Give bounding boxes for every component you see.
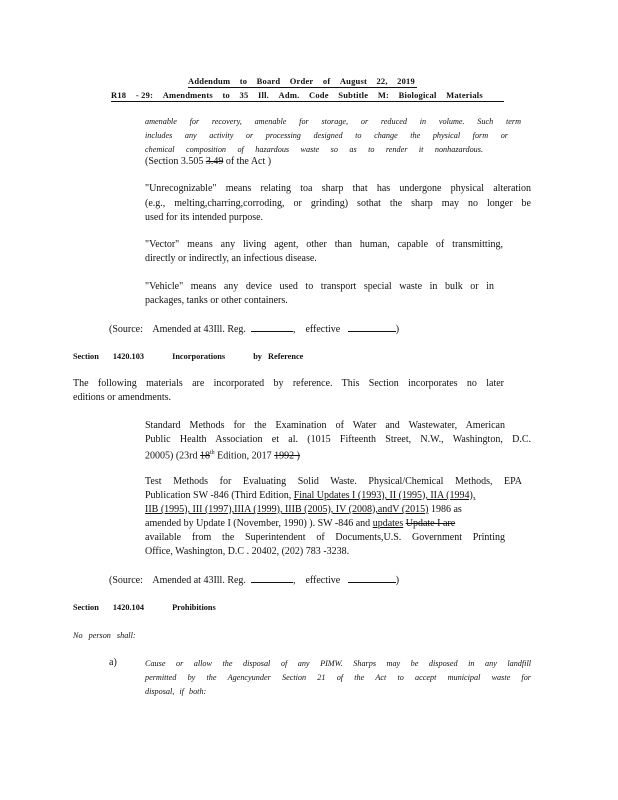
test-methods-line-2: [145, 489, 475, 503]
header-line-2: [111, 90, 483, 100]
header-word: of: [322, 76, 331, 86]
sm-struck-2: 1992 ): [274, 450, 300, 462]
unrecognizable-line-2: (e.g., melting,charring,corroding, or grinding) sothat the sharp may no longer be: [145, 198, 531, 209]
tm-text: Publication SW -846 (Third Edition,: [145, 490, 292, 501]
header-word: 2019: [397, 76, 415, 86]
section-label: Section: [73, 603, 99, 612]
header-word: Amendments: [162, 90, 213, 100]
item-a-line-2: permitted by the Agencyunder Section 21 of the Act to accept municipal waste for: [145, 673, 531, 682]
tm-underlined-3: updates: [372, 518, 404, 529]
section-104-heading: [73, 603, 216, 612]
amenable-line-2: includes any activity or processing designed to change the physical form or: [145, 131, 508, 140]
item-a-line-1: Cause or allow the disposal of any PIMW. Sharps may be disposed in any landfill: [145, 659, 531, 668]
reg-blank: [251, 322, 293, 332]
vehicle-line-2: packages, tanks or other containers.: [145, 295, 288, 306]
item-a-line-3: disposal, if both:: [145, 687, 207, 696]
source-label: (Source:: [109, 324, 143, 335]
sm-text-2: Edition, 2017: [217, 450, 272, 462]
source-label: (Source:: [109, 575, 143, 586]
unrecognizable-line-3: used for its intended purpose.: [145, 212, 264, 223]
section-title: Incorporations: [172, 352, 226, 361]
source-amended: Amended at 43Ill. Reg.: [152, 324, 246, 335]
section-103-heading: [73, 352, 303, 361]
test-methods-line-3: [145, 503, 462, 517]
intro-line-1: The following materials are incorporated by reference. This Section incorporates no later: [73, 378, 504, 389]
header-word: 22,: [376, 76, 388, 86]
header-word: M:: [377, 90, 390, 100]
header-word: August: [339, 76, 367, 86]
intro-line-2: editions or amendments.: [73, 392, 172, 403]
section-label: Section: [73, 352, 99, 361]
test-methods-line-6: Office, Washington, D.C . 20402, (202) 783 -3238.: [145, 546, 350, 557]
header-word: Ill.: [258, 90, 269, 100]
header-word: Addendum: [188, 76, 231, 86]
vector-line-2: directly or indirectly, an infectious disease.: [145, 253, 317, 264]
header-word: to: [222, 90, 230, 100]
header-word: Subtitle: [338, 90, 369, 100]
standard-methods-line-1: Standard Methods for the Examination of Water and Wastewater, American: [145, 420, 505, 431]
header-word: Materials: [446, 90, 483, 100]
tm-underlined-2: IIB (1995), III (1997),IIIA (1999), IIIB (2005), IV (2008),andV (2015): [145, 504, 429, 515]
header-word: 35: [239, 90, 249, 100]
tm-struck: Update I are: [405, 518, 456, 529]
source-amended: Amended at 43Ill. Reg.: [152, 575, 246, 586]
header-rule: [111, 101, 504, 102]
tm-text-4: amended by Update I (November, 1990) ). SW -846 and: [145, 518, 371, 529]
source-note-1: (Source: Amended at 43Ill. Reg. , effective ): [109, 324, 400, 335]
test-methods-line-4: [145, 517, 455, 531]
section-number: 1420.104: [112, 603, 145, 612]
test-methods-line-1: Test Methods for Evaluating Solid Waste. Physical/Chemical Methods, EPA: [145, 476, 522, 487]
unrecognizable-line-1: "Unrecognizable" means relating toa sharp that has undergone physical alteration: [145, 183, 531, 194]
sm-text: 20005) (23rd: [145, 450, 198, 462]
source-effective: effective: [305, 324, 341, 335]
header-word: Biological: [398, 90, 437, 100]
amenable-line-1: amenable for recovery, amenable for storage, or reduced in volume. Such term: [145, 117, 521, 126]
standard-methods-line-2: Public Health Association et al. (1015 Fifteenth Street, N.W., Washington, D.C.: [145, 434, 531, 445]
citation-struck: 3.49: [205, 156, 224, 167]
section-title-by: by: [253, 352, 262, 361]
header-word: Board: [256, 76, 281, 86]
standard-methods-line-3: [145, 447, 300, 463]
header-word: R18: [111, 90, 127, 100]
section-title-ref: Reference: [268, 352, 304, 361]
header-word: - 29:: [135, 90, 154, 100]
header-word: Order: [289, 76, 314, 86]
no-person-shall: No person shall:: [73, 631, 136, 640]
source-note-2: (Source: Amended at 43Ill. Reg. , effective ): [109, 575, 400, 586]
source-close: ): [395, 575, 400, 586]
section-title: Prohibitions: [172, 603, 216, 612]
header-underline: [188, 87, 417, 88]
section-number: 1420.103: [112, 352, 145, 361]
header-word: Code: [309, 90, 329, 100]
amenable-citation: [145, 155, 271, 169]
source-close: ): [395, 324, 400, 335]
effective-blank: [348, 322, 396, 332]
sm-struck: 18: [200, 450, 210, 462]
sm-sup: th: [210, 450, 215, 456]
vector-line-1: "Vector" means any living agent, other than human, capable of transmitting,: [145, 239, 503, 250]
header-word: to: [239, 76, 248, 86]
vehicle-line-1: "Vehicle" means any device used to transport special waste in bulk or in: [145, 281, 494, 292]
tm-underlined: Final Updates I (1993), II (1995), IIA (1994),: [293, 490, 476, 501]
test-methods-line-5: available from the Superintendent of Documents,U.S. Government Printing: [145, 532, 505, 543]
tm-text-3: 1986 as: [430, 504, 462, 515]
citation-text: of the Act ): [225, 156, 272, 167]
reg-blank: [251, 573, 293, 583]
effective-blank: [348, 573, 396, 583]
header-line-1: [188, 76, 415, 86]
citation-text: (Section 3.505: [145, 156, 204, 167]
amenable-line-3: chemical composition of hazardous waste so as to render it nonhazardous.: [145, 145, 483, 154]
source-effective: effective: [305, 575, 341, 586]
item-a-label: a): [109, 657, 117, 668]
header-word: Adm.: [278, 90, 300, 100]
